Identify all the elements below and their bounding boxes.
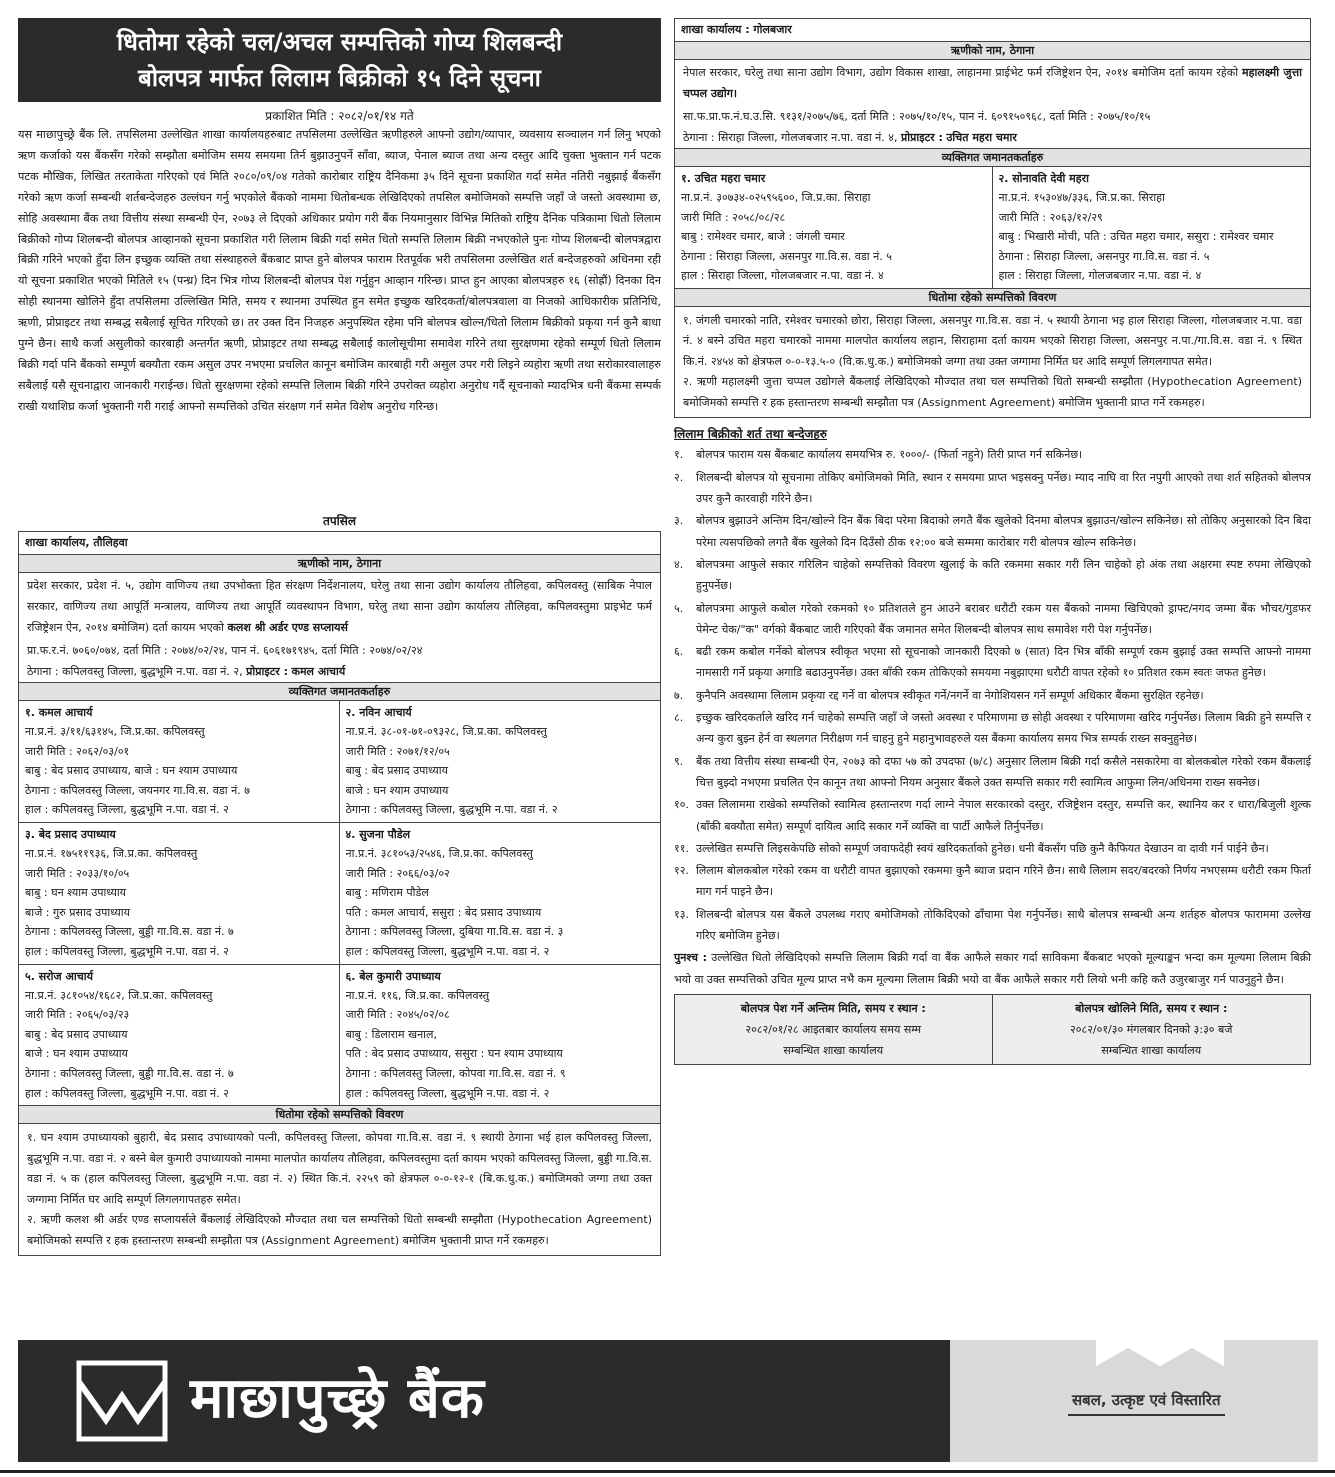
guarantor-detail: हाल : कपिलवस्तु जिल्ला, बुद्धभूमि न.पा. वडा नं. २	[25, 1086, 229, 1100]
guarantor-detail: जारी मिति : २०६३/१२/२९	[998, 210, 1103, 224]
borrower-text: प्रदेश सरकार, प्रदेश नं. ५, उद्योग वाणिज्य तथा उपभोक्ता हित संरक्षण निर्देशनालय, घरेलु तथा साना उद्योग कार्यालय तौलिहवा, कपिलवस्तु (साबिक नेपाल सरकार, वाणिज्य तथा आपूर्ति मन्त्रालय, वाणिज्य तथा आपूर्ति व्यवस्थापन विभाग, घरेलु तथा साना उद्योग कार्यालय तौलिहवा, कपिलवस्तुमा प्राइभेट फर्म रजिष्ट्रेशन ऐन, २०१४ बमोजिम) दर्ता कायम भएको	[27, 579, 652, 634]
guarantor-detail: पति : कमल आचार्य, ससुरा : बेद प्रसाद उपाध्याय	[345, 905, 542, 919]
punascha-text: उल्लेखित धितो लेखिदिएको सम्पत्ति लिलाम बिक्री गर्दा वा बैंक आफैले सकार गर्दा साविकमा बैंकबाट भएको मूल्याङ्कन भन्दा कम मूल्यमा लिलाम बिक्री भयो वा उक्त सम्पत्तिको उचित मूल्य प्राप्त नभै कम मूल्यमा लिलाम बिक्री भयो वा बैंक आफैले सकार गरी लियो भनी कहि कतै उजुरबाजुर गर्न पाउनुहुने छैन।	[674, 951, 1311, 986]
punascha-note	[674, 947, 1311, 990]
guarantor-card	[19, 965, 340, 1107]
term-item	[674, 444, 1311, 465]
bank-footer	[18, 1340, 1318, 1462]
term-number: १.	[674, 448, 684, 462]
notice-title-line1: धितोमा रहेको चल/अचल सम्पत्तिको गोप्य शिलबन्दी	[116, 28, 563, 56]
borrower-text: नेपाल सरकार, घरेलु तथा साना उद्योग विभाग, उद्योग विकास शाखा, लाहानमा प्राईभेट फर्म रजिष्ट्रेशन ऐन, २०१४ बमोजिम दर्ता कायम रहेको	[683, 66, 1239, 79]
registration-line: सा.फ.प्रा.फ.नं.घ.उ.सि. ९१३१/२०७५/७६, दर्ता मिति : २०७५/१०/१५, पान नं. ६०९१५०९६८, दर्ता मिति : २०७५/१०/१५	[683, 110, 1151, 123]
proprietor-name: उचित महरा चमार	[946, 131, 1017, 144]
guarantor-detail: ठेगाना : सिराहा जिल्ला, असनपुर गा.वि.स. वडा नं. ५	[998, 249, 1210, 263]
guarantor-detail: बाबु : बेद प्रसाद उपाध्याय	[25, 1027, 128, 1041]
guarantor-detail: ना.प्र.नं. ३/११/६३१४५, जि.प्र.का. कपिलवस्तु	[25, 725, 205, 738]
term-number: ११.	[674, 841, 689, 855]
borrower-heading: ऋणीको नाम, ठेगाना	[675, 42, 1310, 60]
term-text: बोलपत्र बुझाउने अन्तिम दिन/खोल्ने दिन बैंक बिदा परेमा बिदाको लगतै बैंक खुलेको दिनमा बोलपत्र बुझाउन/खोल्न सकिनेछ। सो तोकिए अनुसारको दिन बिदा परेमा त्यसपछिको लगतै बैंक खुलेको दिन दिउँसो ठीक १२:०० बजे सम्ममा कारोबार गरी बोलपत्र खोल्न सकिनेछ।	[696, 514, 1311, 549]
guarantor-name: २. नविन आचार्य	[345, 706, 412, 719]
notice-title-line2: बोलपत्र मार्फत लिलाम बिक्रीको १५ दिने सूचना	[138, 64, 541, 92]
term-item	[674, 860, 1311, 903]
term-number: २.	[674, 470, 684, 484]
term-number: ८.	[674, 711, 684, 725]
term-item	[674, 904, 1311, 947]
guarantor-card	[675, 167, 993, 289]
term-item	[674, 554, 1311, 597]
bottom-rule	[0, 1470, 1335, 1473]
term-number: ६.	[674, 645, 684, 659]
term-number: ९.	[674, 754, 684, 768]
term-item	[674, 467, 1311, 510]
guarantor-card	[19, 701, 340, 823]
guarantor-detail: बाजे : गुरु प्रसाद उपाध्याय	[25, 905, 131, 919]
term-item	[674, 598, 1311, 641]
guarantor-card	[993, 167, 1311, 289]
guarantor-detail: ना.प्र.नं. ११६, जि.प्र.का. कपिलवस्तु	[345, 988, 490, 1002]
guarantor-detail: जारी मिति : २०४५/०२/०८	[345, 1008, 450, 1022]
right-column	[674, 18, 1311, 1065]
bank-tagline: सबल, उत्कृष्ट एवं विस्तारित	[1068, 1390, 1225, 1416]
guarantor-detail: बाबु : बेद प्रसाद उपाध्याय	[345, 764, 448, 778]
term-text: शिलबन्दी बोलपत्र यो सूचनामा तोकिए बमोजिमको मिति, स्थान र समयमा प्राप्त भइसक्नु पर्नेछ। म्याद नाघि वा रित नपुगी आएको तथा शर्त सहितको बोलपत्र उपर कुनै कारवाही गरिने छैन।	[696, 470, 1311, 506]
guarantor-detail: जारी मिति : २०६६/०३/०२	[345, 866, 450, 880]
borrower-details	[675, 60, 1310, 106]
open-time: २०८२/०१/३० मंगलबार दिनको ३:३० बजे	[1070, 1022, 1233, 1036]
assets-list	[19, 1124, 660, 1255]
guarantor-detail: जारी मिति : २०५८/०८/२८	[681, 210, 786, 224]
tapsil-heading: तपसिल	[322, 514, 356, 528]
address-text: ठेगाना : सिराहा जिल्ला, गोलजबजार न.पा. वडा नं. ४,	[683, 131, 898, 144]
auction-terms-heading: लिलाम बिक्रीको शर्त तथा बन्देजहरु	[674, 427, 827, 442]
guarantor-detail: ना.प्र.नं. ३०७३४-०२५९५६००, जि.प्र.का. सिराहा	[681, 191, 871, 204]
guarantor-detail: ना.प्र.नं. १७५११९३६, जि.प्र.का. कपिलवस्तु	[25, 846, 198, 860]
guarantor-name: १. कमल आचार्य	[25, 706, 93, 719]
proprietor-name: कमल आचार्य	[291, 665, 346, 678]
notice-title-banner	[18, 18, 661, 102]
branch-taulihawa-box	[18, 531, 661, 1256]
term-text: कुनैपनि अवस्थामा लिलाम प्रकृया रद्द गर्ने वा बोलपत्र स्वीकृत गर्ने/नगर्ने वा नेगोशियसन गर्ने सम्पूर्ण अधिकार बैंकमा सुरक्षित रहनेछ।	[696, 688, 1204, 702]
assets-heading: धितोमा रहेको सम्पत्तिको विवरण	[675, 289, 1310, 307]
auction-terms-list	[674, 444, 1311, 946]
term-item	[674, 510, 1311, 553]
guarantor-detail: ना.प्र.नं. ३८१०५३/२५४६, जि.प्र.का. कपिलवस्तु	[345, 846, 533, 860]
term-number: १३.	[674, 907, 689, 921]
guarantor-grid	[19, 701, 660, 1106]
guarantor-name: ६. बेल कुमारी उपाध्याय	[345, 969, 441, 983]
address-line	[675, 127, 1310, 149]
term-number: ७.	[674, 688, 684, 702]
term-number: ५.	[674, 601, 684, 615]
footer-dark-band	[18, 1340, 950, 1462]
term-item	[674, 707, 1311, 750]
submit-place: सम्बन्धित शाखा कार्यालय	[783, 1043, 884, 1057]
guarantor-detail: ना.प्र.नं. ३८-०१-७१-०९३२८, जि.प्र.का. कपिलवस्तु	[345, 725, 547, 738]
assets-list	[675, 307, 1310, 418]
address-line	[19, 661, 660, 683]
guarantor-detail: ठेगाना : कपिलवस्तु जिल्ला, जयनगर गा.वि.स. वडा नं. ७	[25, 783, 250, 797]
guarantor-detail: ठेगाना : सिराहा जिल्ला, असनपुर गा.वि.स. वडा नं. ५	[681, 249, 892, 263]
guarantor-name: ३. बेद प्रसाद उपाध्याय	[25, 827, 116, 841]
term-item	[674, 794, 1311, 837]
mountain-peak-icon	[1096, 1340, 1224, 1366]
asset-item: २. ऋणी कलश श्री अर्डर एण्ड सप्लायर्सले बैंकलाई लेखिदिएको मौज्दात तथा चल सम्पत्तिको धितो सम्बन्धी सम्झौता (Hypothecation Agreement) बमोजिमको सम्पत्ति र हक हस्तान्तरण सम्बन्धी सम्झौता पत्र (Assignment Agreement) बमोजिम भुक्तानी प्राप्त गर्ने रकमहरु।	[27, 1213, 652, 1247]
opening-date	[993, 995, 1311, 1064]
term-text: इच्छुक खरिदकर्ताले खरिद गर्न चाहेको सम्पत्ति जहाँ जे जस्तो अवस्था र परिमाणमा छ सोही अवस्था र परिमाणमा खरिद गर्नुपर्नेछ। लिलाम बिक्री हुने सम्पत्ति र अन्य कुरा बुझ्न हेर्न वा स्थलगत निरीक्षण गर्न चाहनु हुने महानुभावहरुले यस बैंकमा कार्यालय समय भित्र सम्पर्क राख्न सक्नुहुनेछ।	[696, 711, 1311, 746]
intro-paragraph: यस माछापुच्छ्रे बैंक लि. तपसिलमा उल्लेखित शाखा कार्यालयहरुबाट तपसिलमा उल्लेखित ऋणीहरुले आफ्नो उद्योग/व्यापार, व्यवसाय सञ्चालन गर्न लिनु भएको ऋण कर्जाको यस बैंकसँग गरेको सम्झौता बमोजिम समय समयमा तिर्न बुझाउनुपर्ने साँवा, ब्याज, पेनाल ब्याज तथा अन्य दस्तुर आदि चुक्ता भुक्तान गर्न पटक पटक मौखिक, लिखित तरताकेता गरिएको एवं मिति २०८०/०९/०४ गतेको कारोबार राष्ट्रिय दैनिकमा ३५ दिने सूचना प्रकाशित गर्दा समेत नतिरी नबुझाई बैंकसँग गरेको ऋण कर्जा सम्बन्धी शर्तबन्देजहरु उल्लंघन गर्नु भएकोले बैंकको नाममा धितोबन्धक लेखिदिएको तपसिल बमोजिमको सम्पत्ति जहाँ जे जस्तो अवस्थामा छ, सोहि अवस्थामा बैंक तथा वित्तीय संस्था सम्बन्धी ऐन, २०७३ ले दिएको अधिकार प्रयोग गरी बैंक नियमानुसार विभिन्न मितिको राष्ट्रिय दैनिक पत्रिकामा धितो लिलाम बिक्रीको गोप्य शिलबन्दी बोलपत्र आव्हानको सूचना प्रकाशित गरी लिलाम बिक्री गर्दा समेत धितो सम्पत्ति लिलाम बिक्री नभएकोले पुनः गोप्य शिलबन्दी बोलपत्रद्वारा बिक्री गरिने भएको हुँदा लिन इच्छुक व्यक्ति तथा संस्थाहरुले बैंकबाट प्राप्त हुने बोलपत्र फाराम रितपूर्वक भरी तपसिलमा उल्लेखित शर्त बन्देजहरुको अधिनमा रही यो सूचना प्रकाशित भएको मितिले १५ (पन्ध्र) दिन भित्र गोप्य शिलबन्दी बोलपत्र पेश गर्नुहुन आव्हान गरिन्छ। प्राप्त हुन आएका बोलपत्रहरु १६ (सोह्रौं) दिनका दिन सोही स्थानमा खोलिने हुँदा तपसिलमा उल्लिखित मिति, समय र स्थानमा उपस्थित हुन समेत इच्छुक खरिदकर्ता/बोलपत्रवाला वा निजको आधिकारीक प्रतिनिधि, ऋणी, प्रोप्राइटर तथा सम्बद्ध सबैलाई सूचित गरिएको छ। तर उक्त दिन निजहरु अनुपस्थित रहेमा पनि बोलपत्र खोल्न/धितो लिलाम बिक्रीको प्रकृया गर्न कुनै बाधा पुग्ने छैन। साथै कर्जा असुलीको कारबाही अन्तर्गत ऋणी, प्रोप्राइटर तथा सम्बद्ध सबैलाई कालोसूचीमा समावेश गरिने तथा सुरक्षणमा रहेको सम्पूर्ण धितो लिलाम बिक्री गर्दा पनि बैंकको सम्पूर्ण बक्यौता रकम असुल उपर नभएमा प्रचलित कानून बमोजिम कारबाही गरी असुल उपर गरी लिइने व्यहोरा ऋणी तथा सरोकारवालाहरु सबैलाई यसै सूचनाद्वारा जानकारी गराईन्छ। धितो सुरक्षणमा रहेको सम्पत्ति लिलाम बिक्री गरिने उपरोक्त व्यहोरा अनुरोध गर्दै सूचनाको म्यादभित्र धनी बैंकमा सम्पर्क राखी यथाशिघ्र कर्जा भुक्तानी गरी गराई आफ्नो सम्पत्तिको उचित संरक्षण गर्न समेत विशेष अनुरोध गरिन्छ।	[18, 128, 661, 413]
bid-dates-box	[674, 994, 1311, 1065]
term-number: १०.	[674, 798, 689, 812]
guarantor-detail: जारी मिति : २०३३/१०/०५	[25, 866, 130, 880]
open-heading: बोलपत्र खोलिने मिति, समय र स्थान :	[1075, 1001, 1228, 1015]
term-item	[674, 641, 1311, 684]
asset-item: २. ऋणी महालक्ष्मी जुत्ता चप्पल उद्योगले बैंकलाई लेखिदिएको मौज्दात तथा चल सम्पत्तिको धितो सम्बन्धी सम्झौता (Hypothecation Agreement) बमोजिमको सम्पत्ति र हक हस्तान्तरण सम्बन्धी सम्झौता पत्र (Assignment Agreement) बमोजिम भुक्तानी प्राप्त गर्ने रकमहरु।	[683, 375, 1302, 409]
guarantor-detail: बाबु : रामेश्वर चमार, बाजे : जंगली चमार	[681, 230, 845, 244]
term-item	[674, 838, 1311, 859]
left-column	[18, 18, 661, 1256]
guarantor-detail: ठेगाना : कपिलवस्तु जिल्ला, बुड्डी गा.वि.स. वडा नं. ७	[25, 925, 234, 939]
guarantor-detail: हाल : कपिलवस्तु जिल्ला, बुद्धभूमि न.पा. वडा नं. २	[25, 803, 229, 817]
guarantor-detail: बाबु : मणिराम पौडेल	[345, 886, 429, 900]
asset-item: १. जंगली चमारको नाति, रमेश्वर चमारको छोरा, सिराहा जिल्ला, असनपुर गा.वि.स. वडा नं. ५ स्थायी ठेगाना भइ हाल सिराहा जिल्ला, गोलजबजार न.पा. वडा नं. ४ बस्ने उचित महरा चमारको नाममा मालपोत कार्यालय लहान, सिराहामा दर्ता कायम भएको सिराहा जिल्ला, असनपुर न.पा./गा.वि.स. वडा नं. ९ स्थित कि.नं. २४५४ को क्षेत्रफल ०-०-१३.५-० (वि.क.धु.क.) बमोजिमको जग्गा तथा उक्त जग्गामा निर्मित घर आदि सम्पूर्ण लिगलगापत समेत।	[683, 313, 1302, 368]
asset-item: १. घन श्याम उपाध्यायको बुहारी, बेद प्रसाद उपाध्यायको पत्नी, कपिलवस्तु जिल्ला, कोपवा गा.वि.स. वडा नं. ९ स्थायी ठेगाना भई हाल कपिलवस्तु जिल्ला, बुद्धभूमि न.पा. वडा नं. २ बस्ने बेल कुमारी उपाध्यायको नाममा मालपोत कार्यालय तौलिहवा, कपिलवस्तुमा दर्ता कायम भएको कपिलवस्तु जिल्ला, बुड्डी गा.वि.स. वडा नं. ५ क (हाल कपिलवस्तु जिल्ला, बुद्धभूमि न.पा. वडा नं. २) स्थित कि.नं. २२५९ को क्षेत्रफल ०-०-१२-१ (बि.क.धु.क.) बमोजिमको जग्गा तथा उक्त जग्गामा निर्मित घर आदि सम्पूर्ण लिगलगापतहरु समेत।	[27, 1131, 652, 1206]
bank-name: माछापुच्छ्रे बैंक	[190, 1366, 485, 1431]
guarantor-detail: ना.प्र.नं. ३८१०५४/१६८२, जि.प्र.का. कपिलवस्तु	[25, 988, 213, 1002]
submit-time: २०८२/०१/२८ आइतबार कार्यालय समय सम्म	[745, 1022, 922, 1036]
guarantor-name: ५. सरोज आचार्य	[25, 969, 93, 983]
proprietor-label: प्रोप्राइटर :	[246, 665, 288, 678]
guarantor-detail: बाजे : घन श्याम उपाध्याय	[25, 1047, 128, 1061]
borrower-heading: ऋणीको नाम, ठेगाना	[19, 555, 660, 573]
term-item	[674, 685, 1311, 706]
guarantor-card	[340, 701, 661, 823]
term-item	[674, 751, 1311, 794]
term-text: उल्लेखित सम्पत्ति लिइसकेपछि सोको सम्पूर्ण जवाफदेही स्वयं खरिदकर्ताको हुनेछ। धनी बैंकसँग पछि कुनै कैफियत देखाउन वा दावी गर्न पाईने छैन।	[696, 841, 1269, 855]
submit-heading: बोलपत्र पेश गर्ने अन्तिम मिति, समय र स्थान :	[740, 1001, 926, 1015]
term-text: उक्त लिलाममा राखेको सम्पत्तिको स्वामित्व हस्तान्तरण गर्दा लाग्ने नेपाल सरकारको दस्तुर, रजिष्ट्रेशन दस्तुर, सम्पत्ति कर, स्थानिय कर र धारा/बिजुली शुल्क (बाँकी बक्यौता समेत) सम्पूर्ण दायित्व आदि सकार गर्ने व्यक्ति वा पार्टी आफैले तिर्नुपर्नेछ।	[696, 798, 1311, 833]
borrower-name: महालक्ष्मी जुत्ता चप्पल उद्योग।	[683, 66, 1302, 100]
punascha-label: पुनश्च :	[674, 951, 707, 965]
term-text: बोलपत्र फाराम यस बैंकबाट कार्यालय समयभित्र रु. १०००/- (फिर्ता नहुने) तिरी प्राप्त गर्न सकिनेछ।	[696, 448, 1083, 462]
guarantor-detail: बाजे : घन श्याम उपाध्याय	[345, 783, 449, 797]
term-text: बोलपत्रमा आफुले कबोल गरेको रकमको १० प्रतिशतले हुन आउने बराबर धरौटी रकम यस बैंकको नाममा खिचिएको ड्राफ्ट/नगद जम्मा बैंक भौचर/गुडफर पेमेन्ट चेक/"क" वर्गको बैंकबाट जारी गरिएको बैंक जमानत समेत शिलबन्दी बोलपत्र साथ समावेश गरी पेश गर्नुपर्नेछ।	[696, 601, 1311, 636]
guarantor-detail: जारी मिति : २०६२/०३/०१	[25, 744, 130, 758]
guarantor-grid	[675, 167, 1310, 289]
guarantor-name: ४. सुजना पौडेल	[345, 827, 411, 841]
term-number: ३.	[674, 514, 684, 528]
guarantor-detail: बाबु : घन श्याम उपाध्याय	[25, 886, 127, 900]
term-number: १२.	[674, 864, 689, 878]
term-text: शिलबन्दी बोलपत्र यस बैंकले उपलब्ध गराए बमोजिमको तोकिदिएको ढाँचामा पेश गर्नुपर्नेछ। साथै बोलपत्र सम्बन्धी अन्य शर्तहरु बोलपत्र फाराममा उल्लेख गरिए बमोजिम हुनेछ।	[696, 907, 1311, 942]
term-text: बैंक तथा वित्तीय संस्था सम्बन्धी ऐन, २०७३ को दफा ५७ को उपदफा (७/८) अनुसार लिलाम बिक्री गर्दा कसैले नसकारेमा वा बोलकबोल गरेको रकम बैंकलाई चित्त बुझ्दो नभएमा प्रचलित ऐन कानून तथा आफ्नो नियम अनुसार बैंकले उक्त सम्पत्ति सकार गरी स्वामित्व आफुमा लिन/अधिनमा राख्न सक्नेछ।	[696, 754, 1311, 789]
guarantor-detail: ठेगाना : कपिलवस्तु जिल्ला, बुद्धभूमि न.पा. वडा नं. २	[345, 803, 558, 817]
guarantor-detail: हाल : कपिलवस्तु जिल्ला, बुद्धभूमि न.पा. वडा नं. २	[345, 944, 550, 958]
guarantor-card	[340, 823, 661, 965]
published-date: प्रकाशित मिति : २०८२/०१/१४ गते	[265, 109, 414, 123]
submit-deadline	[675, 995, 993, 1064]
mountain-logo-icon	[76, 1360, 168, 1442]
guarantor-name: १. उचित महरा चमार	[681, 172, 766, 185]
guarantor-name: २. सोनावति देवी महरा	[998, 172, 1089, 185]
guarantor-card	[19, 823, 340, 965]
proprietor-label: प्रोप्राइटर :	[900, 131, 943, 144]
term-text: बोलपत्रमा आफुले सकार गरिलिन चाहेको सम्पत्तिको विवरण खुलाई के कति रकममा सकार गरी लिन चाहेको हो अंक तथा अक्षरमा स्पष्ट रुपमा लेखिएको हुनुपर्नेछ।	[696, 557, 1311, 593]
guarantor-detail: बाबु : बेद प्रसाद उपाध्याय, बाजे : घन श्याम उपाध्याय	[25, 764, 238, 778]
branch-office-name: शाखा कार्यालय : गोलबजार	[675, 19, 1310, 42]
borrower-details	[19, 573, 660, 640]
guarantor-detail: पति : बेद प्रसाद उपाध्याय, ससुरा : घन श्याम उपाध्याय	[345, 1047, 563, 1061]
guarantor-detail: ठेगाना : कपिलवस्तु जिल्ला, दुबिया गा.वि.स. वडा नं. ३	[345, 925, 564, 939]
guarantor-detail: हाल : कपिलवस्तु जिल्ला, बुद्धभूमि न.पा. वडा नं. २	[345, 1086, 550, 1100]
guarantor-detail: बाबु : डिलाराम खनाल,	[345, 1027, 437, 1041]
guarantor-heading: व्यक्तिगत जमानतकर्ताहरु	[19, 683, 660, 701]
guarantor-heading: व्यक्तिगत जमानतकर्ताहरु	[675, 149, 1310, 167]
term-text: बढी रकम कबोल गर्नेको बोलपत्र स्वीकृत भएमा सो सूचनाको जानकारी दिएको ७ (सात) दिन भित्र बाँकी सम्पूर्ण रकम बुझाई उक्त सम्पत्ति आफ्नो नाममा नामसारी गर्ने प्रकृया अगाडि बढाउनुपर्नेछ। उक्त बाँकी रकम तोकिएको समयमा नबुझाएमा धरौटी वापत रहेको १० प्रतिशत रकम स्वतः जफत हुनेछ।	[696, 645, 1311, 680]
guarantor-detail: हाल : सिराहा जिल्ला, गोलजबजार न.पा. वडा नं. ४	[681, 269, 884, 283]
registration-line: प्रा.फ.र.नं. ७०६०/०७४, दर्ता मिति : २०७४/०२/२४, पान नं. ६०६१७१९४५, दर्ता मिति : २०७४/०२/२४	[27, 644, 423, 657]
guarantor-detail: जारी मिति : २०६५/०३/२३	[25, 1008, 130, 1022]
guarantor-detail: ना.प्र.नं. १५३०४७/३३६, जि.प्र.का. सिराहा	[998, 191, 1165, 204]
term-number: ४.	[674, 557, 684, 571]
guarantor-card	[340, 965, 661, 1107]
branch-golbazar-box	[674, 18, 1311, 418]
guarantor-detail: हाल : कपिलवस्तु जिल्ला, बुद्धभूमि न.पा. वडा नं. २	[25, 944, 229, 958]
guarantor-detail: ठेगाना : कपिलवस्तु जिल्ला, कोपवा गा.वि.स. वडा नं. ९	[345, 1066, 566, 1080]
open-place: सम्बन्धित शाखा कार्यालय	[1101, 1043, 1202, 1057]
guarantor-detail: ठेगाना : कपिलवस्तु जिल्ला, बुड्डी गा.वि.स. वडा नं. ७	[25, 1066, 234, 1080]
guarantor-detail: हाल : सिराहा जिल्ला, गोलजबजार न.पा. वडा नं. ४	[998, 269, 1202, 283]
address-text: ठेगाना : कपिलवस्तु जिल्ला, बुद्धभूमि न.पा. वडा नं. २,	[27, 665, 243, 678]
term-text: लिलाम बोलकबोल गरेको रकम वा धरौटी वापत बुझाएको रकममा कुनै ब्याज प्रदान गरिने छैन। साथै लिलाम सदर/बदरको निर्णय नभएसम्म धरौटी रकम फिर्ता माग गर्न पाइने छैन।	[696, 864, 1311, 899]
guarantor-detail: जारी मिति : २०७१/१२/०५	[345, 744, 450, 758]
guarantor-detail: बाबु : भिखारी मोची, पति : उचित महरा चमार, ससुरा : रामेश्वर चमार	[998, 230, 1274, 244]
assets-heading: धितोमा रहेको सम्पत्तिको विवरण	[19, 1106, 660, 1124]
branch-office-name: शाखा कार्यालय, तौलिहवा	[19, 532, 660, 555]
borrower-name: कलश श्री अर्डर एण्ड सप्लायर्स	[227, 621, 348, 634]
